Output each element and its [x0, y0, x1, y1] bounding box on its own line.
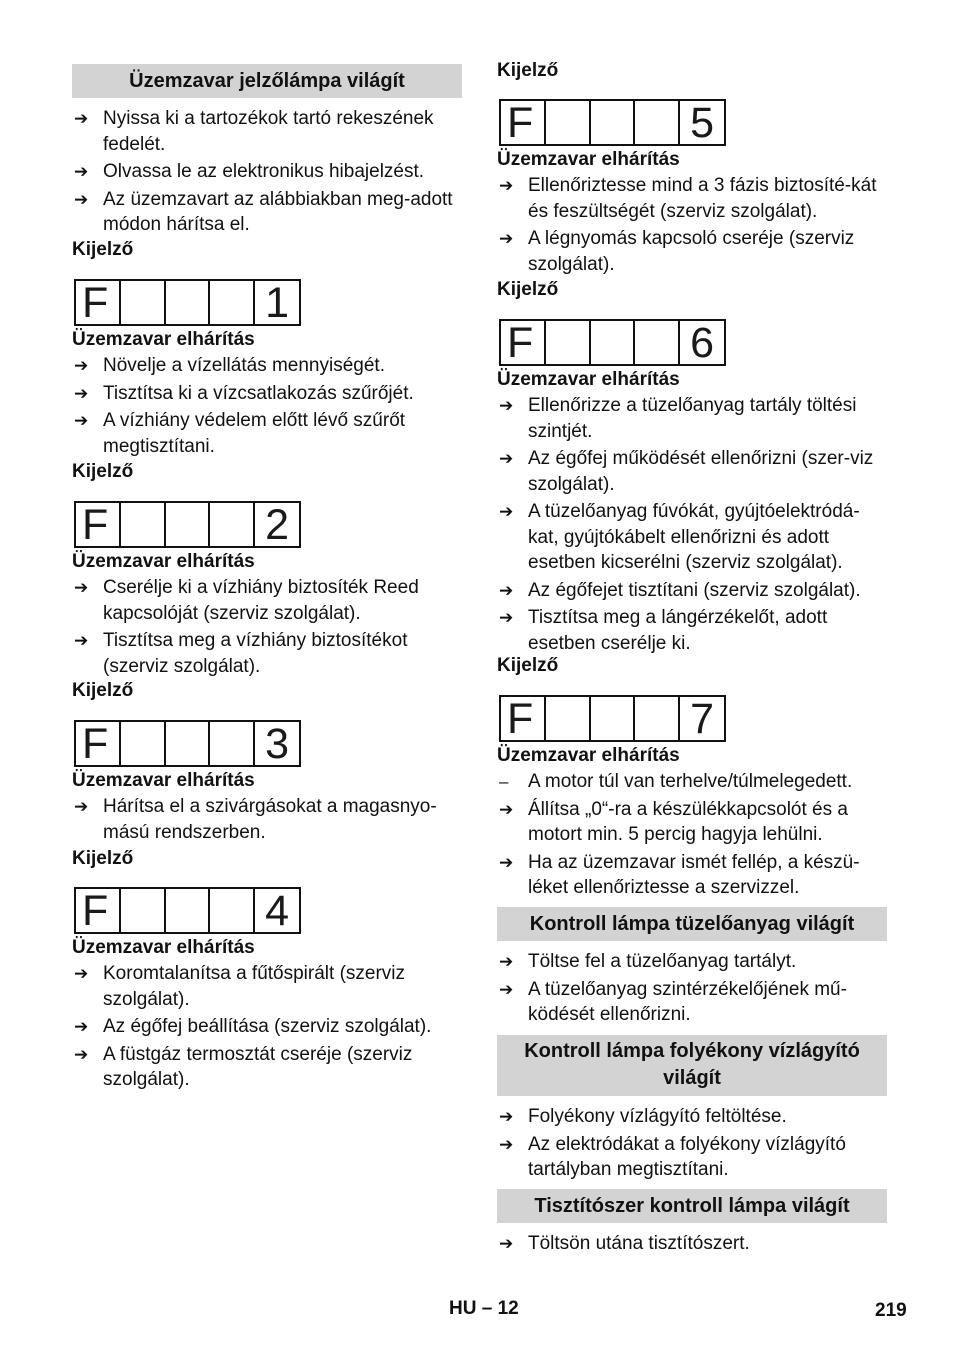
page-section-label: HU – 12 — [449, 1298, 519, 1319]
list-item: ➔ Tisztítsa ki a vízcsatlakozás szűrőjét. — [72, 381, 462, 407]
display-letter: F — [501, 697, 546, 740]
arrow-icon: ➔ — [74, 1017, 89, 1036]
list-item: ➔ Hárítsa el a szivárgásokat a magasnyo-mású rendszerben. — [74, 796, 437, 843]
section-heading-fuel-lamp: Kontroll lámpa tüzelőanyag világít — [497, 907, 887, 941]
arrow-icon: ➔ — [499, 799, 514, 819]
error-code-display — [74, 887, 301, 934]
arrow-icon: ➔ — [499, 1107, 514, 1126]
arrow-icon: ➔ — [74, 109, 89, 128]
error-code-display — [499, 319, 726, 366]
display-code: 1 — [265, 279, 290, 327]
error-code-display — [74, 501, 301, 548]
arrow-icon: ➔ — [74, 964, 89, 983]
arrow-icon: ➔ — [499, 979, 514, 999]
arrow-icon: ➔ — [499, 608, 514, 627]
arrow-icon: ➔ — [499, 502, 514, 521]
list-item: ➔ A tüzelőanyag szintérzékelőjének mű-ködését ellenőrizni. — [499, 978, 847, 1025]
list-item: ➔ Töltse fel a tüzelőanyag tartályt. — [497, 949, 887, 975]
section-heading-softener-lamp: Kontroll lámpa folyékony vízlágyító világít — [497, 1035, 887, 1096]
display-label: Kijelző — [497, 655, 559, 676]
error-code-display — [499, 99, 726, 146]
remedy-heading: Üzemzavar elhárítás — [497, 369, 680, 390]
remedy-list — [497, 769, 887, 901]
list-item: ➔ Tisztítsa meg a vízhiány biztosítékot (szerviz szolgálat). — [74, 630, 408, 677]
list-item: ➔ Az égőfej beállítása (szerviz szolgálat). — [72, 1014, 462, 1040]
display-code: 5 — [690, 99, 715, 147]
list-item: ➔ A vízhiány védelem előtt lévő szűrőt megtisztítani. — [74, 410, 406, 457]
display-label: Kijelző — [497, 279, 559, 300]
arrow-icon: ➔ — [499, 852, 514, 872]
list-item: ➔ A légnyomás kapcsoló cseréje (szerviz szolgálat). — [499, 228, 855, 275]
arrow-icon: ➔ — [74, 631, 89, 650]
remedy-list — [72, 575, 462, 679]
remedy-list — [497, 173, 887, 277]
display-code: 7 — [690, 695, 715, 743]
intro-list — [72, 106, 462, 238]
section-heading-fault-lamp: Üzemzavar jelzőlámpa világít — [72, 64, 462, 98]
display-code: 3 — [265, 720, 290, 768]
arrow-icon: ➔ — [499, 396, 514, 415]
arrow-icon: ➔ — [74, 356, 89, 375]
list-item: ➔ A füstgáz termosztát cseréje (szerviz szolgálat). — [74, 1043, 413, 1090]
list-item: ➔ Az üzemzavart az alábbiakban meg-adott módon hárítsa el. — [74, 188, 453, 235]
display-label: Kijelző — [497, 60, 559, 81]
display-label: Kijelző — [72, 461, 134, 482]
display-letter: F — [76, 889, 121, 932]
list-item: ➔ Olvassa le az elektronikus hibajelzést. — [72, 159, 462, 185]
arrow-icon: ➔ — [74, 797, 89, 816]
arrow-icon: ➔ — [499, 176, 514, 195]
arrow-icon: ➔ — [74, 1044, 89, 1064]
arrow-icon: ➔ — [74, 383, 89, 403]
list-item: ➔ Folyékony vízlágyító feltöltése. — [497, 1104, 887, 1130]
section-heading-detergent-lamp: Tisztítószer kontroll lámpa világít — [497, 1189, 887, 1223]
list-item: ➔ Ellenőrizze a tüzelőanyag tartály töltési szintjét. — [499, 395, 857, 442]
list-item: ➔ Tisztítsa meg a lángérzékelőt, adott esetben cserélje ki. — [499, 607, 828, 654]
list-item: – A motor túl van terhelve/túlmelegedett. — [497, 769, 887, 795]
display-letter: F — [76, 281, 121, 324]
list-item: ➔ Az égőfejet tisztítani (szerviz szolgálat). — [497, 578, 887, 604]
arrow-icon: ➔ — [499, 580, 514, 600]
softener-list — [497, 1104, 887, 1183]
error-code-display — [74, 279, 301, 326]
remedy-list — [72, 353, 462, 459]
list-item: ➔ Ha az üzemzavar ismét fellép, a készü-léket ellenőriztesse a szervizzel. — [499, 851, 860, 898]
remedy-heading: Üzemzavar elhárítás — [72, 329, 255, 350]
arrow-icon: ➔ — [499, 1134, 514, 1154]
fuel-list — [497, 949, 887, 1028]
display-letter: F — [501, 321, 546, 364]
display-label: Kijelző — [72, 680, 134, 701]
remedy-list — [72, 794, 462, 845]
list-item: ➔ A tüzelőanyag fúvókát, gyújtóelektródá-kat, gyújtókábelt ellenőrizni és adott esetben kicserélni (szerviz szolgálat). — [499, 501, 860, 573]
remedy-heading: Üzemzavar elhárítás — [72, 551, 255, 572]
list-item: ➔ Az elektródákat a folyékony vízlágyító tartályban megtisztítani. — [499, 1133, 846, 1180]
list-item: ➔ Ellenőriztesse mind a 3 fázis biztosíté-kát és feszültségét (szerviz szolgálat). — [499, 175, 877, 222]
arrow-icon: ➔ — [74, 189, 89, 209]
arrow-icon: ➔ — [74, 162, 89, 181]
list-item: ➔ Az égőfej működését ellenőrizni (szer-viz szolgálat). — [499, 448, 874, 495]
remedy-heading: Üzemzavar elhárítás — [497, 745, 680, 766]
display-letter: F — [76, 503, 121, 546]
remedy-list — [72, 961, 462, 1093]
error-code-display — [74, 720, 301, 767]
list-item: ➔ Cserélje ki a vízhiány biztosíték Reed kapcsolóját (szerviz szolgálat). — [74, 577, 419, 624]
arrow-icon: ➔ — [499, 952, 514, 971]
display-code: 2 — [265, 501, 290, 549]
display-letter: F — [501, 101, 546, 144]
display-label: Kijelző — [72, 239, 134, 260]
page-number: 219 — [875, 1300, 907, 1321]
display-label: Kijelző — [72, 848, 134, 869]
remedy-heading: Üzemzavar elhárítás — [72, 770, 255, 791]
list-item: ➔ Koromtalanítsa a fűtőspirált (szerviz szolgálat). — [74, 963, 406, 1010]
arrow-icon: ➔ — [499, 229, 514, 248]
display-letter: F — [76, 722, 121, 765]
display-code: 4 — [265, 887, 290, 935]
arrow-icon: ➔ — [74, 411, 89, 430]
remedy-list — [497, 393, 887, 656]
arrow-icon: ➔ — [74, 578, 89, 597]
list-item: ➔ Töltsön utána tisztítószert. — [497, 1231, 887, 1257]
list-item: ➔ Állítsa „0“-ra a készülékkapcsolót és a motort min. 5 percig hagyja lehülni. — [499, 798, 848, 845]
list-item: ➔ Növelje a vízellátás mennyiségét. — [72, 353, 462, 379]
remedy-heading: Üzemzavar elhárítás — [497, 149, 680, 170]
arrow-icon: ➔ — [499, 449, 514, 468]
error-code-display — [499, 695, 726, 742]
arrow-icon: ➔ — [499, 1234, 514, 1253]
display-code: 6 — [690, 319, 715, 367]
detergent-list — [497, 1231, 887, 1257]
remedy-heading: Üzemzavar elhárítás — [72, 937, 255, 958]
dash-marker: – — [499, 772, 509, 791]
list-item: ➔ Nyissa ki a tartozékok tartó rekeszének fedelét. — [74, 108, 434, 155]
